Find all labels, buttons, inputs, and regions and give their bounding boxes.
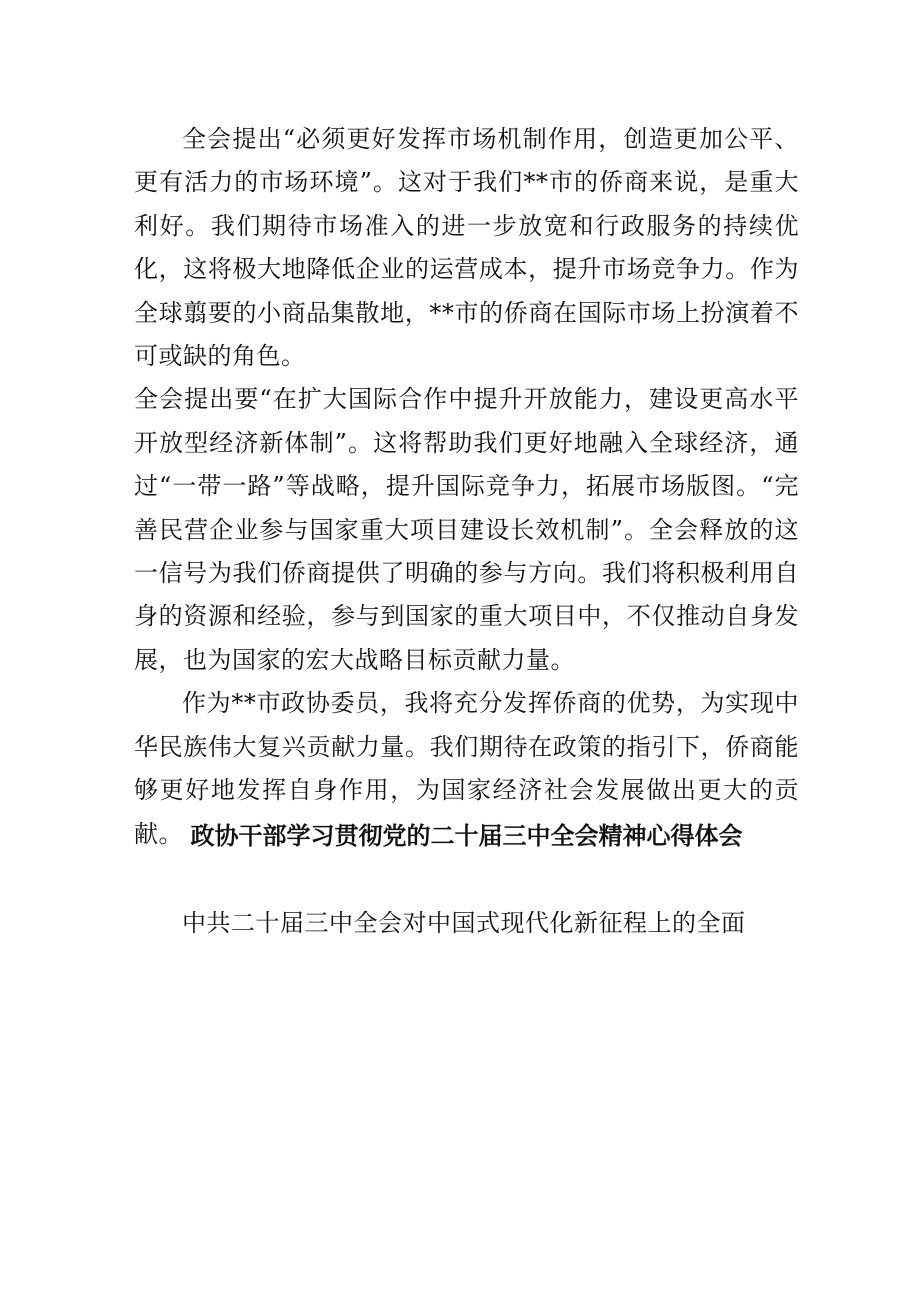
paragraph-4: 中共二十届三中全会对中国式现代化新征程上的全面 <box>182 909 746 937</box>
document-body <box>134 118 799 856</box>
paragraph-1: 全会提出“必须更好发挥市场机制作用，创造更加公平、更有活力的市场环境”。这对于我们**市的侨商来说，是重大利好。我们期待市场准入的进一步放宽和行政服务的持续优化，这将极大地降低企业的运营成本，提升市场竞争力。作为全球翦要的小商品集散地，**市的侨商在国际市场上扮演着不可或缺的角色。 <box>134 125 799 371</box>
document-body-continued <box>134 902 799 945</box>
section-heading: 政协干部学习贯彻党的二十届三中全会精神心得体会 <box>190 822 743 850</box>
paragraph-2: 全会提出要“在扩大国际合作中提升开放能力，建设更高水平开放型经济新体制”。这将帮助我们更好地融入全球经济，通过“一带一路”等战略，提升国际竞争力，拓展市场版图。“完善民营企业参与国家重大项目建设长效机制”。全会释放的这一信号为我们侨商提供了明确的参与方向。我们将积极利用自身的资源和经验，参与到国家的重大项目中，不仅推动自身发展，也为国家的宏大战略目标贡献力量。 <box>134 385 799 674</box>
paragraph-3: 作为**市政协委员，我将充分发挥侨商的优势，为实现中华民族伟大复兴贡献力量。我们期待在政策的指引下，侨商能够更好地发挥自身作用，为国家经济社会发展做出更大的贡献。 <box>134 689 799 848</box>
